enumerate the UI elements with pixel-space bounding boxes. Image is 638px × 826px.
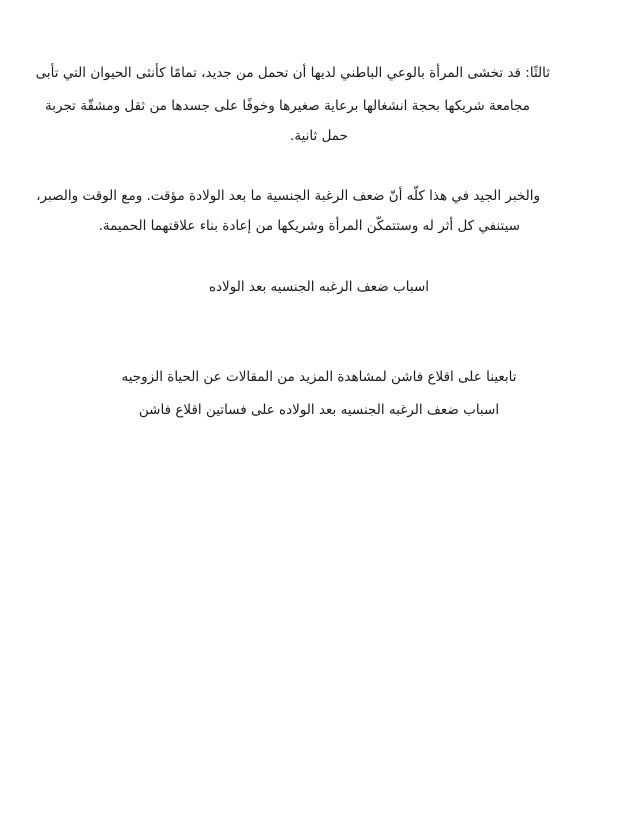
paragraph-1-line-3: حمل ثانية. <box>290 128 348 144</box>
section-heading: اسباب ضعف الرغبه الجنسيه بعد الولاده <box>208 279 430 295</box>
paragraph-1-line-1: ثالثًا: قد تخشى المرأة بالوعي الباطني لديها أن تحمل من جديد، تمامًا كأنثى الحيوان التي تأبى <box>35 65 550 81</box>
follow-us-line: تابعينا على اقلاع فاشن لمشاهدة المزيد من المقالات عن الحياة الزوجيه <box>121 369 517 385</box>
paragraph-1-line-2: مجامعة شريكها بحجة انشغالها برعاية صغيرها وخوفًا على جسدها من ثقل ومشقّة تجربة <box>45 98 530 114</box>
paragraph-2-line-2: سيتنفي كل أثر له وستتمكّن المرأة وشريكها من إعادة بناء علاقتهما الحميمة. <box>98 218 520 234</box>
paragraph-2-line-1: والخبر الجيد في هذا كلّه أنّ ضعف الرغبة الجنسية ما بعد الولادة مؤقت. ومع الوقت والصبر، <box>36 188 540 204</box>
related-link-line: اسباب ضعف الرغبه الجنسيه بعد الولاده على فساتين اقلاع فاشن <box>138 402 500 418</box>
